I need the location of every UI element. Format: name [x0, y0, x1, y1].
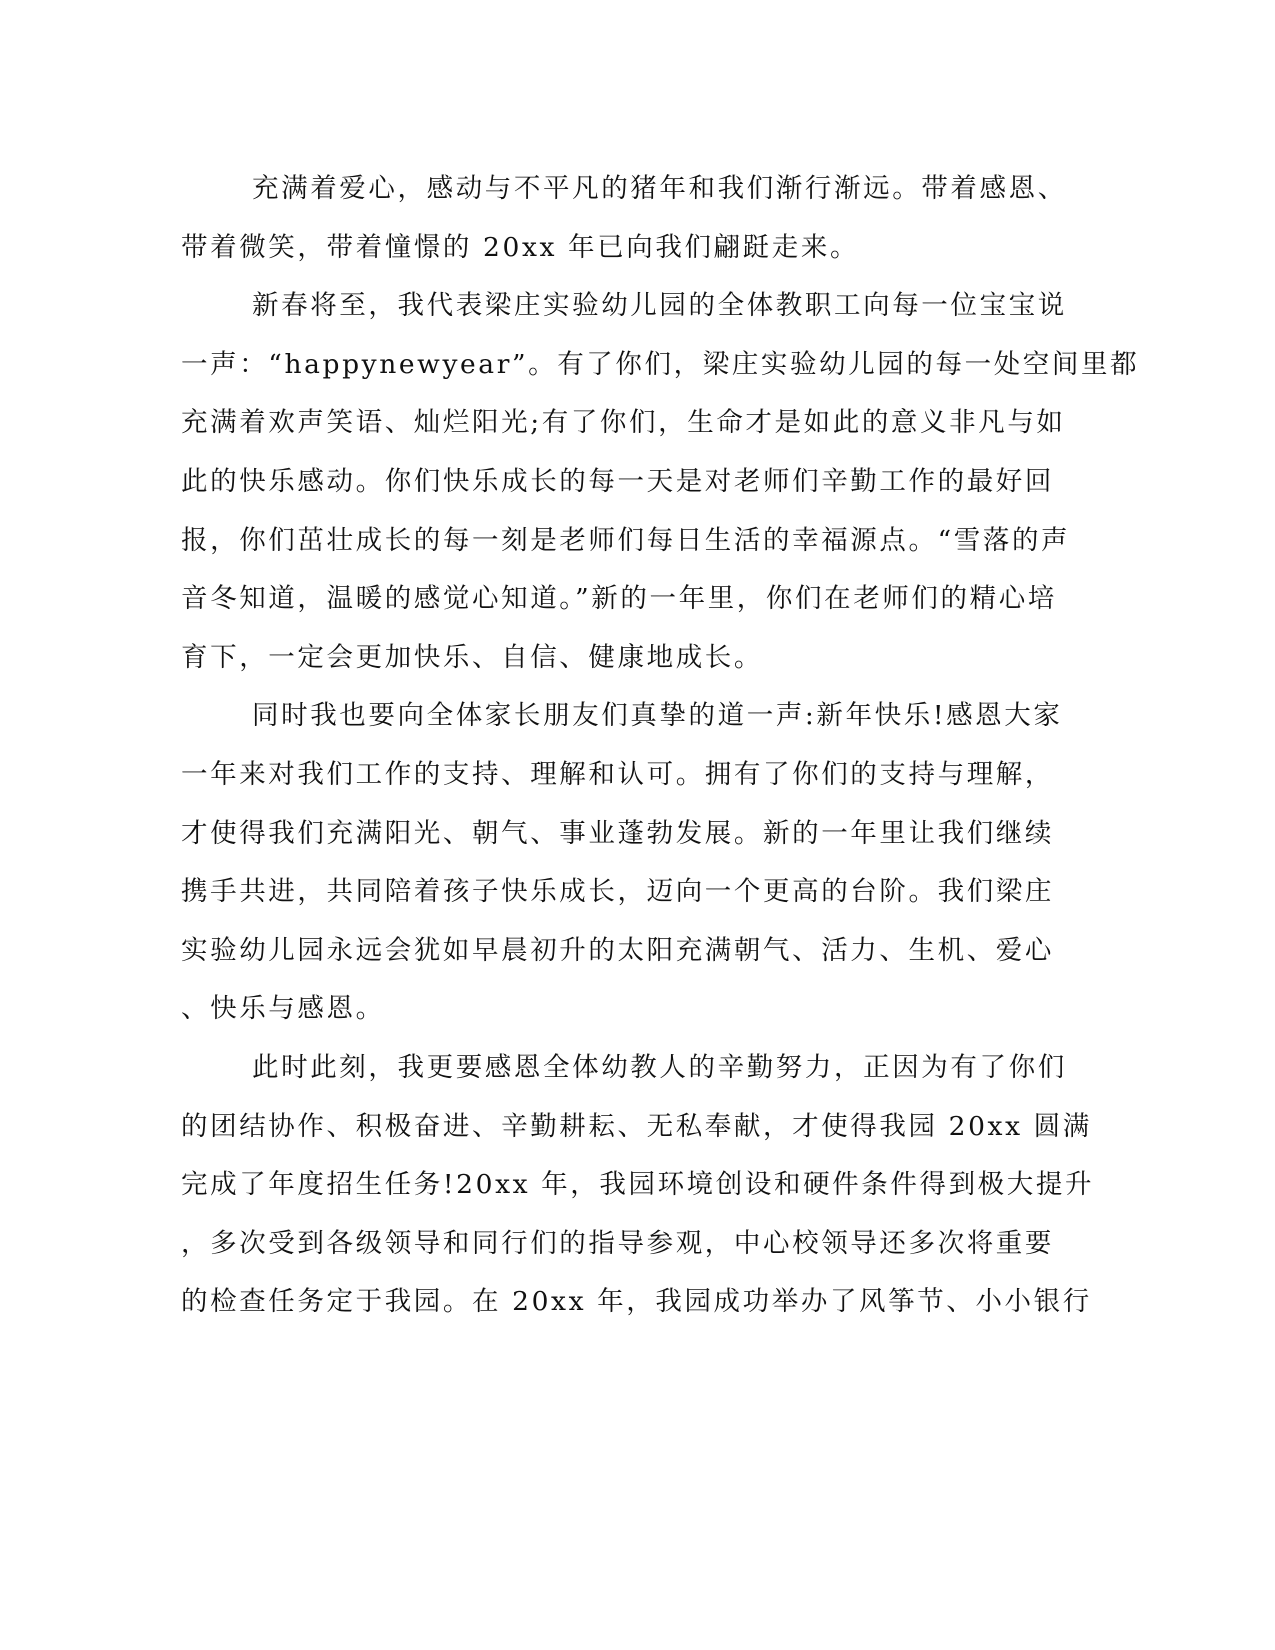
text-line: 报，你们茁壮成长的每一刻是老师们每日生活的幸福源点。“雪落的声	[181, 524, 1071, 556]
text-line: 育下，一定会更加快乐、自信、健康地成长。	[181, 641, 763, 673]
text-line: 新春将至，我代表梁庄实验幼儿园的全体教职工向每一位宝宝说	[252, 290, 1067, 322]
text-line: 携手共进，共同陪着孩子快乐成长，迈向一个更高的台阶。我们梁庄	[181, 876, 1054, 908]
text-line: ，多次受到各级领导和同行们的指导参观，中心校领导还多次将重要	[181, 1227, 1054, 1259]
text-line: 完成了年度招生任务!20xx 年，我园环境创设和硬件条件得到极大提升	[181, 1169, 1095, 1201]
text-line: 充满着欢声笑语、灿烂阳光;有了你们，生命才是如此的意义非凡与如	[181, 407, 1066, 439]
text-line: 的检查任务定于我园。在 20xx 年，我园成功举办了风筝节、小小银行	[181, 1286, 1092, 1318]
text-line: 、快乐与感恩。	[181, 993, 385, 1025]
text-line: 音冬知道，温暖的感觉心知道。”新的一年里，你们在老师们的精心培	[181, 583, 1057, 615]
text-line: 带着微笑，带着憧憬的 20xx 年已向我们翩跹走来。	[181, 231, 860, 263]
text-line: 充满着爱心，感动与不平凡的猪年和我们渐行渐远。带着感恩、	[252, 173, 1067, 204]
text-line: 实验幼儿园永远会犹如早晨初升的太阳充满朝气、活力、生机、爱心	[181, 934, 1054, 966]
text-line: 才使得我们充满阳光、朝气、事业蓬勃发展。新的一年里让我们继续	[181, 817, 1054, 849]
text-line: 此时此刻，我更要感恩全体幼教人的辛勤努力，正因为有了你们	[252, 1051, 1067, 1083]
text-line: 一年来对我们工作的支持、理解和认可。拥有了你们的支持与理解，	[181, 758, 1054, 790]
text-line: 一声：“happynewyear”。有了你们，梁庄实验幼儿园的每一处空间里都	[181, 348, 1140, 380]
document-body	[181, 160, 1140, 1332]
text-line: 同时我也要向全体家长朋友们真挚的道一声:新年快乐!感恩大家	[252, 700, 1063, 732]
text-line: 此的快乐感动。你们快乐成长的每一天是对老师们辛勤工作的最好回	[181, 465, 1054, 497]
text-line: 的团结协作、积极奋进、辛勤耕耘、无私奉献，才使得我园 20xx 圆满	[181, 1110, 1092, 1142]
